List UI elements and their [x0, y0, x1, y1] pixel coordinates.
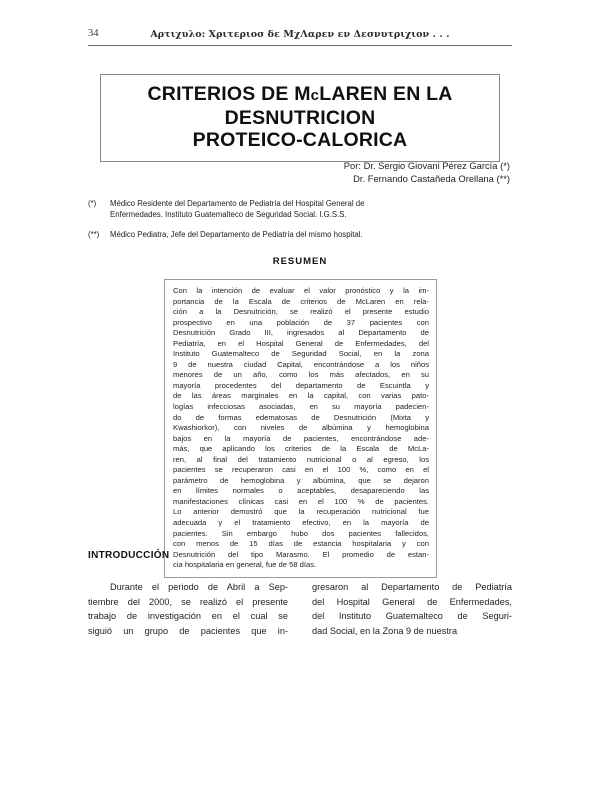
- abstract-line: ción a la Desnutrición, se realizó el presente estudio: [173, 307, 429, 317]
- abstract-line: 9 de nuestra ciudad Capital, encontrándose a los niños: [173, 359, 429, 369]
- running-head-title: Αρτιχυλο: Χριτεριοσ δε ΜχΛαρεν εν Δεσνυτριχιον . . .: [150, 29, 450, 40]
- article-title-line-2: DESNUTRICION: [224, 107, 376, 129]
- abstract-line: prospectivo en una población de 37 pacientes con: [173, 317, 429, 327]
- abstract-line: pacientes se recuperaron casi en el 100 %, como en el: [173, 465, 429, 475]
- abstract-line: portancia de la Escala de criterios de McLaren en rela-: [173, 296, 429, 306]
- body-line: del Instituto Guatemalteco de Seguri-: [312, 611, 512, 621]
- body-line: tiembre del 2000, se realizó el presente: [88, 596, 288, 607]
- abstract-box: [164, 279, 437, 578]
- body-line: del Hospital General de Enfermedades,: [312, 596, 512, 607]
- abstract-line: de las áreas marginales en la capital, con varias pato-: [173, 391, 429, 401]
- body-line: dad Social, en la Zona 9 de nuestra: [312, 625, 458, 636]
- affiliation-marker: (**): [88, 230, 100, 239]
- abstract-line: con menos de 15 días de estancia hospitalaria y con: [173, 539, 429, 549]
- affiliation-note: [88, 229, 512, 240]
- introduccion-right-column: [312, 580, 512, 638]
- abstract-line: logías infecciosas asociadas, en su mayoría padecien-: [173, 402, 429, 412]
- affiliation-line: Enfermedades. Instituto Guatemalteco de Seguridad Social. I.G.S.S.: [110, 210, 347, 219]
- abstract-line: Pediatría, en el Hospital General de Enfermedades, del: [173, 338, 429, 348]
- body-line: gresaron al Departamento de Pediatría: [312, 582, 512, 592]
- abstract-line: más, que aplicando los criterios de la Escala de McLa-: [173, 444, 429, 454]
- abstract-line: adecuada y el tratamiento efectivo, en la mayoría de: [173, 518, 429, 528]
- body-line: Durante el periodo de Abril a Sep-: [110, 582, 288, 592]
- article-title-box: [100, 74, 500, 162]
- page-number: 34: [88, 28, 99, 39]
- introduccion-body: [88, 580, 512, 638]
- abstract-line: Kwashiorkor), con niveles de albúmina y hemoglobina: [173, 423, 429, 433]
- affiliation-marker: (*): [88, 199, 97, 208]
- abstract-line: pacientes. Sin embargo hubo dos pacientes fallecidos,: [173, 528, 429, 538]
- abstract-line: Desnutrición Grado III, ingresados al Departamento de: [173, 328, 429, 338]
- article-title-line-1: [111, 83, 489, 107]
- body-line: trabajo de investigación en el cual se: [88, 611, 288, 621]
- affiliation-line: Médico Residente del Departamento de Pediatría del Hospital General de: [110, 199, 365, 208]
- affiliation-notes: [88, 198, 512, 249]
- byline: [120, 160, 510, 185]
- header-divider: [88, 45, 512, 46]
- author-primary: Por: Dr. Sergio Giovani Pérez García (*): [343, 160, 510, 171]
- abstract-line: manifestaciones clínicas casi en el 100 % de pacientes.: [173, 496, 429, 506]
- abstract-line: en límites normales o aceptables, desapareciendo las: [173, 486, 429, 496]
- affiliation-line: Médico Pediatra, Jefe del Departamento de Pediatría del mismo hospital.: [110, 230, 363, 239]
- abstract-line: Con la intención de evaluar el valor pronóstico y la im-: [173, 286, 429, 295]
- abstract-line: Desnutrición del tipo Marasmo. El promedio de estan-: [173, 549, 429, 559]
- abstract-line: Lo anterior demostró que la recuperación nutricional fue: [173, 507, 429, 517]
- affiliation-note: [88, 198, 512, 220]
- abstract-line: bajos en la mayoría de pacientes, encontrándose ade-: [173, 433, 429, 443]
- title-part-c: c: [310, 87, 320, 104]
- running-head: [88, 28, 512, 46]
- resumen-heading: RESUMEN: [272, 256, 328, 267]
- abstract-line: Instituto Guatemalteco de Seguridad Social, en la zona: [173, 349, 429, 359]
- title-part-a: CRITERIOS DE M: [147, 83, 311, 105]
- author-secondary: Dr. Fernando Castañeda Orellana (**): [353, 172, 510, 184]
- abstract-line: mayoría procedentes del departamento de Escuintla y: [173, 380, 429, 390]
- abstract-line: menores de un año, como los más afectados, en su: [173, 370, 429, 380]
- abstract-line: cia hospitalaria en general, fue de 58 días.: [173, 560, 317, 570]
- introduccion-left-column: [88, 580, 288, 638]
- abstract-line: ren, al final del tratamiento nutricional o al egreso, los: [173, 454, 429, 464]
- body-line: siguió un grupo de pacientes que in-: [88, 625, 288, 636]
- article-title-line-3: PROTEICO-CALORICA: [192, 129, 408, 151]
- introduccion-heading: INTRODUCCIÓN: [88, 550, 170, 561]
- title-part-b: LAREN EN LA: [319, 83, 453, 105]
- abstract-line: do de formas edematosas de Desnutrición (Mixta y: [173, 412, 429, 422]
- abstract-line: parámetro de hemoglobina y albúmina, que se dejaron: [173, 475, 429, 485]
